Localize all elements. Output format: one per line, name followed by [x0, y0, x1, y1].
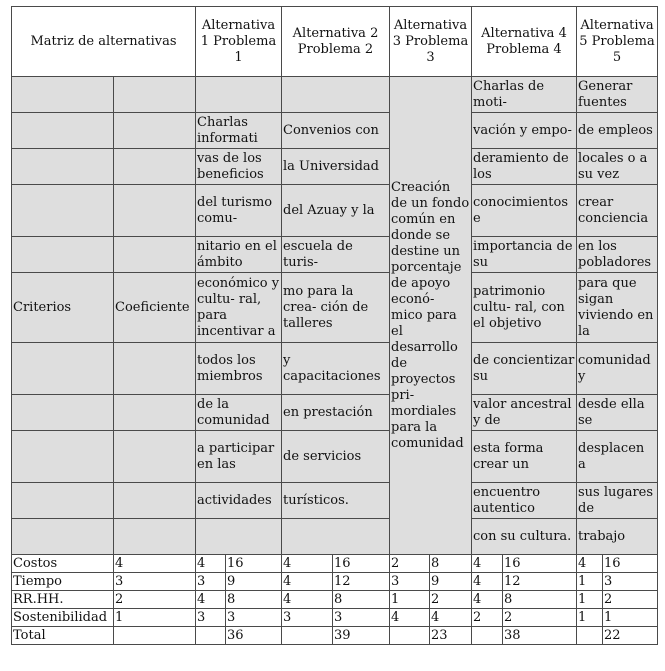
alt5-weighted: 3 [603, 573, 658, 591]
alt5-line: locales o a su vez [577, 149, 658, 185]
alt1-weighted: 3 [226, 609, 282, 627]
alt2-weighted: 8 [333, 591, 390, 609]
alt2-score: 4 [282, 573, 333, 591]
alt5-line: comunidad y [577, 343, 658, 395]
alt3-weighted: 4 [430, 609, 472, 627]
alt4-line: esta forma crear un [472, 431, 577, 483]
alt2-line: escuela de turis- [282, 237, 390, 273]
alt2-line [282, 519, 390, 555]
alt3-weighted: 8 [430, 555, 472, 573]
alt1-score: 3 [196, 609, 226, 627]
alt5-weighted: 16 [603, 555, 658, 573]
matrix-title: Matriz de alternativas [12, 7, 196, 77]
alternatives-matrix-table [11, 6, 658, 645]
score-row-tiempo [12, 573, 658, 591]
coef-cell [114, 431, 196, 483]
total-row [12, 627, 658, 645]
criteria-cell [12, 483, 114, 519]
alt3-weighted: 9 [430, 573, 472, 591]
alt3-weighted: 2 [430, 591, 472, 609]
alt5-weighted: 2 [603, 591, 658, 609]
alt4-header: Alternativa 4 Problema 4 [472, 7, 577, 77]
alt1-line [196, 77, 282, 113]
alt3-score: 1 [390, 591, 430, 609]
alt1-score: 4 [196, 555, 226, 573]
alt2-line: la Universidad [282, 149, 390, 185]
alt1-line: a participar en las [196, 431, 282, 483]
alt5-line: sus lugares de [577, 483, 658, 519]
criteria-cell [12, 431, 114, 483]
criterion-coef: 1 [114, 609, 196, 627]
alt2-line: del Azuay y la [282, 185, 390, 237]
alt4-line: vación y empo- [472, 113, 577, 149]
alt1-header: Alternativa 1 Problema 1 [196, 7, 282, 77]
alt1-weighted: 16 [226, 555, 282, 573]
score-row-sostenibilidad [12, 609, 658, 627]
alt1-line: todos los miembros [196, 343, 282, 395]
alt5-line: de empleos [577, 113, 658, 149]
alt4-score: 4 [472, 555, 503, 573]
alt2-line: Convenios con [282, 113, 390, 149]
alt1-score: 4 [196, 591, 226, 609]
criterios-label: Criterios [12, 273, 114, 343]
criterion-coef: 3 [114, 573, 196, 591]
alt2-header: Alternativa 2 Problema 2 [282, 7, 390, 77]
alt4-weighted: 12 [503, 573, 577, 591]
alt4-weighted: 8 [503, 591, 577, 609]
coef-cell [114, 483, 196, 519]
alt5-total: 22 [603, 627, 658, 645]
alt5-header: Alternativa 5 Problema 5 [577, 7, 658, 77]
criterion-coef: 2 [114, 591, 196, 609]
alt1-line: vas de los beneficios [196, 149, 282, 185]
alt2-weighted: 16 [333, 555, 390, 573]
alt3-score: 2 [390, 555, 430, 573]
alt1-weighted: 8 [226, 591, 282, 609]
alt5-line: en los pobladores [577, 237, 658, 273]
criteria-cell [12, 395, 114, 431]
alt1-line: Charlas informati [196, 113, 282, 149]
alt5-line: desde ella se [577, 395, 658, 431]
alt1-score: 3 [196, 573, 226, 591]
alt2-score: 3 [282, 609, 333, 627]
alt3-total-empty [390, 627, 430, 645]
alt5-score: 4 [577, 555, 603, 573]
alt1-total-empty [196, 627, 226, 645]
alt1-line [196, 519, 282, 555]
criteria-cell [12, 185, 114, 237]
alt2-weighted: 3 [333, 609, 390, 627]
coef-cell [114, 237, 196, 273]
alt4-line: encuentro autentico [472, 483, 577, 519]
alt4-total: 38 [503, 627, 577, 645]
alt2-total: 39 [333, 627, 390, 645]
alt5-line: trabajo [577, 519, 658, 555]
criteria-cell [12, 77, 114, 113]
alt5-weighted: 1 [603, 609, 658, 627]
alt5-score: 1 [577, 573, 603, 591]
coef-cell [114, 185, 196, 237]
criteria-cell [12, 237, 114, 273]
alt2-line: y capacitaciones [282, 343, 390, 395]
alt4-line: importancia de su [472, 237, 577, 273]
criteria-cell [12, 149, 114, 185]
total-label: Total [12, 627, 114, 645]
criterion-name: Costos [12, 555, 114, 573]
alt3-score: 4 [390, 609, 430, 627]
alt5-line: desplacen a [577, 431, 658, 483]
criteria-cell [12, 343, 114, 395]
alt4-score: 4 [472, 591, 503, 609]
alt2-line: de servicios [282, 431, 390, 483]
alt4-weighted: 2 [503, 609, 577, 627]
alt3-header: Alternativa 3 Problema 3 [390, 7, 472, 77]
alt1-line: de la comunidad [196, 395, 282, 431]
alt5-line: para que sigan viviendo en la [577, 273, 658, 343]
alt4-line: deramiento de los [472, 149, 577, 185]
coef-cell [114, 77, 196, 113]
criterion-name: Sostenibilidad [12, 609, 114, 627]
coeficiente-label: Coeficiente [114, 273, 196, 343]
alt5-score: 1 [577, 591, 603, 609]
alt2-score: 4 [282, 591, 333, 609]
alt2-line: mo para la crea- ción de talleres [282, 273, 390, 343]
coef-cell [114, 149, 196, 185]
alt4-score: 2 [472, 609, 503, 627]
criterion-name: RR.HH. [12, 591, 114, 609]
alt4-line: valor ancestral y de [472, 395, 577, 431]
criteria-cell [12, 113, 114, 149]
alt2-score: 4 [282, 555, 333, 573]
alt4-line: Charlas de moti- [472, 77, 577, 113]
alt1-line: actividades [196, 483, 282, 519]
alt1-line: económico y cultu- ral, para incentivar a [196, 273, 282, 343]
alt4-total-empty [472, 627, 503, 645]
alt3-total: 23 [430, 627, 472, 645]
score-row-rrhh [12, 591, 658, 609]
alt2-line: turísticos. [282, 483, 390, 519]
alt2-line: en prestación [282, 395, 390, 431]
alt2-line [282, 77, 390, 113]
coef-cell [114, 519, 196, 555]
alt4-line: patrimonio cultu- ral, con el objetivo [472, 273, 577, 343]
alt1-weighted: 9 [226, 573, 282, 591]
criteria-cell [12, 519, 114, 555]
alt4-weighted: 16 [503, 555, 577, 573]
alt3-description: Creación de un fondo común en donde se destine un porcentaje de apoyo econó- mico para el desarrollo de proyectos pri- mordiales para la comunidad [390, 77, 472, 555]
alt4-line: con su cultura. [472, 519, 577, 555]
alt3-score: 3 [390, 573, 430, 591]
criterion-coef: 4 [114, 555, 196, 573]
criterion-name: Tiempo [12, 573, 114, 591]
alt5-total-empty [577, 627, 603, 645]
coef-cell [114, 395, 196, 431]
coef-cell [114, 343, 196, 395]
score-row-costos [12, 555, 658, 573]
coef-cell [114, 113, 196, 149]
alt2-total-empty [282, 627, 333, 645]
alt5-line: Generar fuentes [577, 77, 658, 113]
alt5-line: crear conciencia [577, 185, 658, 237]
alt2-weighted: 12 [333, 573, 390, 591]
alt4-line: de concientizar su [472, 343, 577, 395]
alt5-score: 1 [577, 609, 603, 627]
alt1-total: 36 [226, 627, 282, 645]
total-coef-empty [114, 627, 196, 645]
alt1-line: del turismo comu- [196, 185, 282, 237]
alt1-line: nitario en el ámbito [196, 237, 282, 273]
alt4-line: conocimientos e [472, 185, 577, 237]
alt4-score: 4 [472, 573, 503, 591]
